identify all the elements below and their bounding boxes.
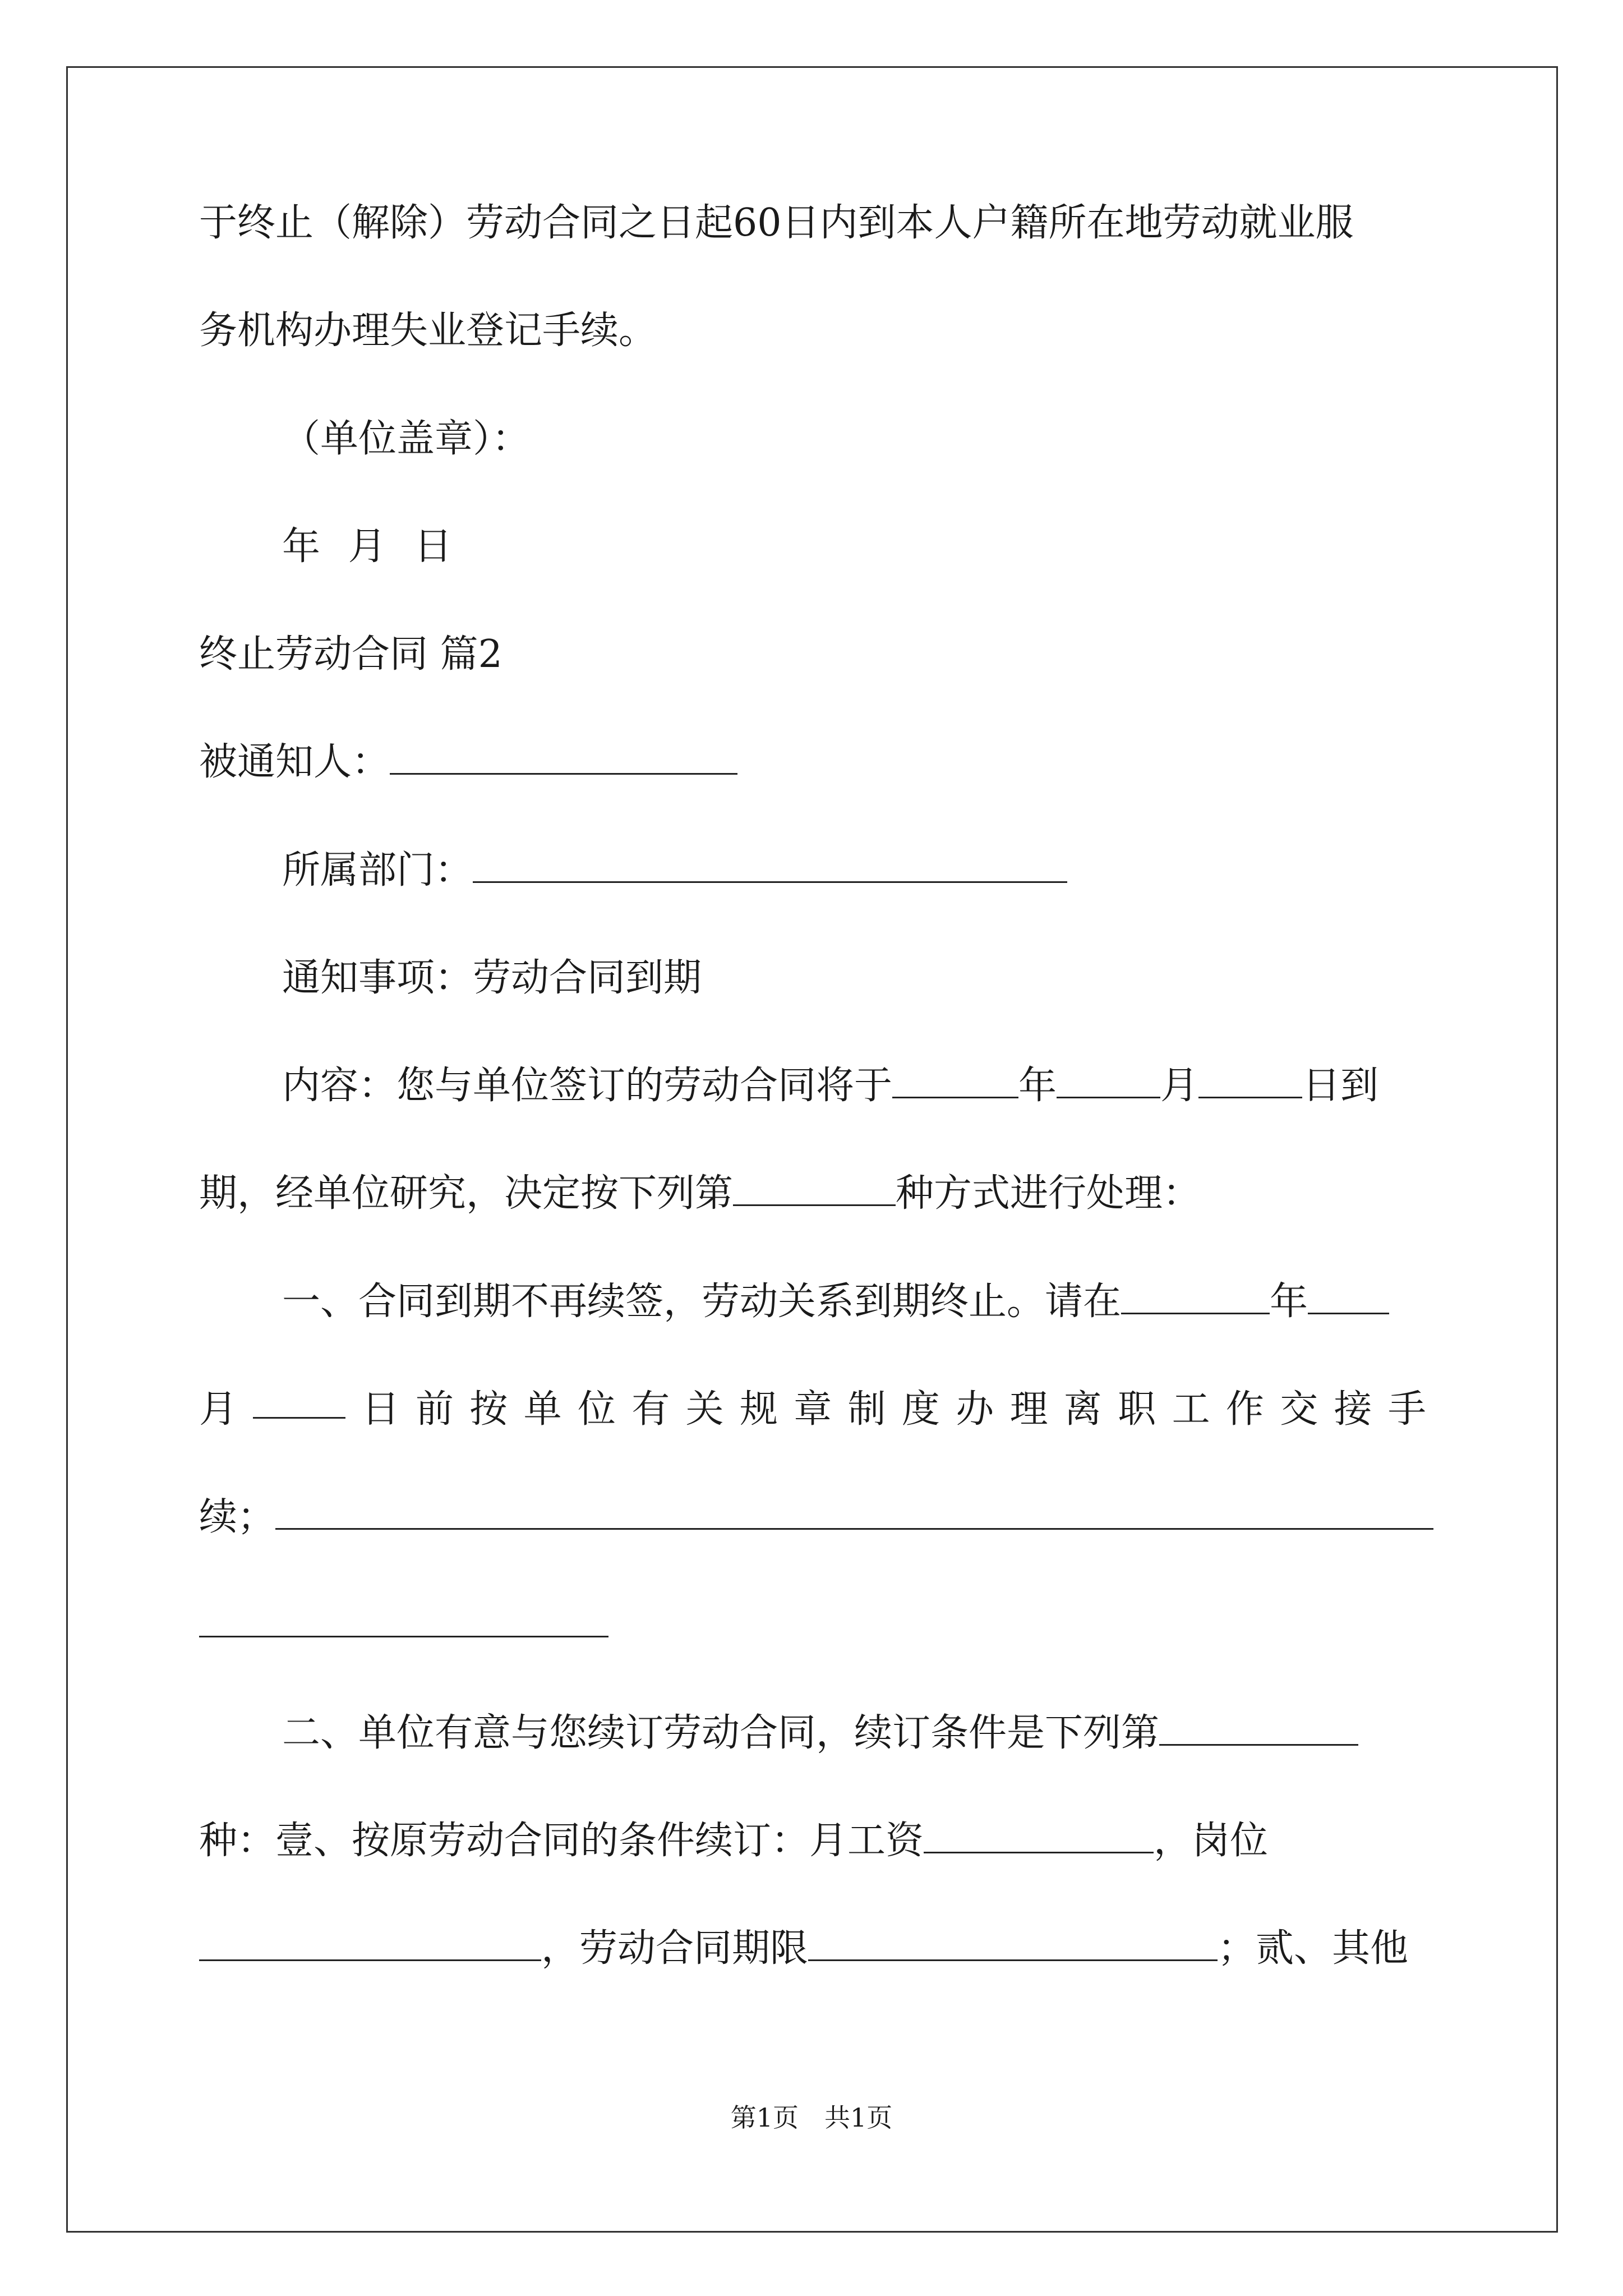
month-char: 月 [1160, 1064, 1199, 1108]
char: 接 [1334, 1387, 1372, 1432]
char: 交 [1280, 1387, 1318, 1432]
option1-line3-prefix: 续； [199, 1495, 276, 1539]
char: 规 [739, 1387, 778, 1432]
char: 工 [1172, 1387, 1210, 1432]
content-line2-prefix: 期，经单位研究，决定按下列第 [199, 1171, 734, 1216]
handover-day-blank[interactable] [253, 1384, 345, 1419]
paragraph-line: 务机构办理失业登记手续。 [199, 309, 657, 353]
expire-month-blank[interactable] [1057, 1064, 1160, 1098]
day-to-text: 日到 [1302, 1064, 1379, 1108]
option1-row-4 [199, 1600, 1426, 1650]
char: 月 [199, 1387, 238, 1432]
option1-row [282, 1277, 1509, 1327]
option2-line3-b: ；贰、其他 [1218, 1926, 1409, 1971]
option2-line3-a: ，劳动合同期限 [541, 1926, 809, 1971]
char: 度 [901, 1387, 940, 1432]
expire-year-blank[interactable] [892, 1064, 1018, 1098]
option1-line2 [199, 1384, 1426, 1435]
char: 理 [1009, 1387, 1048, 1432]
expire-day-blank[interactable] [1198, 1064, 1302, 1098]
handover-notes-blank-2[interactable] [199, 1603, 608, 1637]
option2-line2-a: 种：壹、按原劳动合同的条件续订：月工资 [199, 1819, 924, 1863]
option1-prefix: 一、合同到期不再续签，劳动关系到期终止。请在 [282, 1280, 1122, 1324]
option1-row-3 [199, 1492, 1426, 1543]
char: 制 [847, 1387, 886, 1432]
matter-label: 通知事项：劳动合同到期 [282, 956, 702, 1000]
page-number-footer: 第1页 共1页 [730, 2102, 893, 2133]
handover-year-blank[interactable] [1121, 1280, 1270, 1314]
option2-row [282, 1708, 1509, 1759]
char: 办 [956, 1387, 994, 1432]
option2-row-3 [199, 1924, 1426, 1974]
department-row [282, 845, 1509, 896]
year-char: 年 [1270, 1280, 1308, 1324]
option1-row-2 [199, 1384, 1426, 1435]
year-char: 年 [1018, 1064, 1057, 1108]
char: 手 [1387, 1387, 1426, 1432]
notified-blank[interactable] [390, 740, 737, 775]
department-label: 所属部门： [282, 848, 473, 892]
char: 有 [631, 1387, 670, 1432]
char: 章 [794, 1387, 832, 1432]
char: 位 [577, 1387, 616, 1432]
paragraph-line: 于终止（解除）劳动合同之日起60日内到本人户籍所在地劳动就业服 [199, 201, 1354, 245]
handover-notes-blank[interactable] [275, 1496, 1433, 1530]
char: 前 [415, 1387, 454, 1432]
section-title: 终止劳动合同 篇2 [199, 632, 502, 677]
char: 按 [469, 1387, 508, 1432]
handover-month-blank-start[interactable] [1308, 1280, 1389, 1314]
option2-prefix: 二、单位有意与您续订劳动合同，续订条件是下列第 [282, 1711, 1160, 1755]
option2-row-2 [199, 1816, 1426, 1866]
content-row [282, 1061, 1509, 1111]
option2-line2-b: ，岗位 [1154, 1819, 1269, 1863]
content-row-2 [199, 1168, 1426, 1219]
content-line2-suffix: 种方式进行处理： [896, 1171, 1201, 1216]
char: 日 [361, 1387, 400, 1432]
char: 职 [1118, 1387, 1156, 1432]
content-prefix: 内容：您与单位签订的劳动合同将于 [282, 1064, 893, 1108]
notified-person-row [199, 737, 1426, 788]
monthly-wage-blank[interactable] [924, 1819, 1154, 1853]
renewal-condition-blank[interactable] [1159, 1711, 1358, 1746]
char: 单 [523, 1387, 562, 1432]
department-blank[interactable] [473, 849, 1067, 883]
seal-label: （单位盖章）： [282, 417, 531, 461]
char: 关 [685, 1387, 724, 1432]
position-blank[interactable] [199, 1927, 541, 1961]
page-frame [66, 66, 1558, 2233]
notified-label: 被通知人： [199, 740, 390, 784]
option-number-blank[interactable] [733, 1172, 896, 1206]
date-label: 年 月 日 [282, 524, 453, 569]
contract-term-blank[interactable] [808, 1927, 1218, 1961]
char: 作 [1225, 1387, 1264, 1432]
char: 离 [1063, 1387, 1102, 1432]
